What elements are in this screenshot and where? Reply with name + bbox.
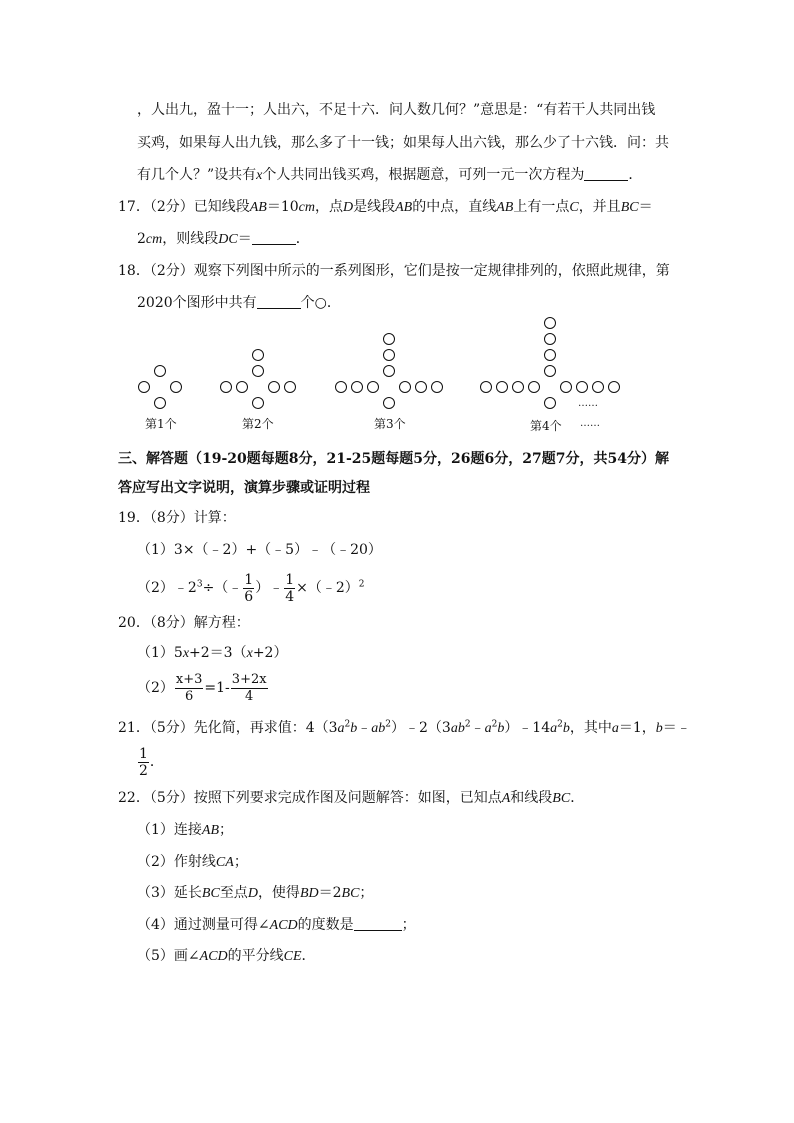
fig-label-1: 第1个 — [145, 417, 177, 431]
fig-label-4: 第4个 — [530, 419, 562, 433]
answer-blank[interactable] — [584, 166, 628, 181]
answer-blank[interactable] — [252, 230, 296, 245]
p20-head: 20．（8分）解方程： — [118, 615, 250, 631]
section-3-header-line2: 答应写出文字说明，演算步骤或证明过程 — [118, 480, 370, 496]
p20-q1: （1）5x+2＝3（x+2） — [137, 645, 288, 661]
p17-line2: 2cm，则线段DC＝ ． — [137, 231, 310, 247]
circle-pattern-figure — [0, 312, 794, 432]
answer-blank[interactable] — [257, 294, 301, 309]
p22-item4: （4）通过测量可得∠ACD的度数是 ； — [137, 917, 416, 933]
fig-ellipsis-1: …… — [578, 398, 598, 409]
section-3-header: 三、解答题（19-20题每题8分，21-25题每题5分，26题6分，27题7分，共54分）解 — [118, 451, 669, 467]
fig-label-3: 第3个 — [374, 417, 406, 431]
p16-line3: 有几个人？”设共有x个人共同出钱买鸡，根据题意，可列一元一次方程为 ． — [137, 167, 643, 183]
answer-blank[interactable] — [354, 916, 402, 931]
p18-line2: 2020个图形中共有 个○． — [137, 295, 341, 311]
p16-line1: ，人出九，盈十一；人出六，不足十六．问人数几何？”意思是：“有若干人共同出钱 — [137, 102, 656, 118]
p22-item5: （5）画∠ACD的平分线CE． — [137, 948, 316, 964]
p20-q2: （2） $\frac{x+3}{6}$ =1- $\frac{3+2x}{4}$ — [137, 671, 267, 704]
p22-item1: （1）连接AB； — [137, 822, 234, 838]
p21-line1: 21．（5分）先化简，再求值：$4(3a^2b﹣ab^2)﹣2(3ab^2﹣a^2b)﹣14a^2b$，其中a＝1，b＝﹣ — [118, 719, 691, 736]
p22-item3: （3）延长BC至点D，使得BD＝2BC； — [137, 885, 374, 901]
p21-line2: $\frac{1}{2}$ ． — [139, 745, 164, 779]
p22-head: 22．（5分）按照下列要求完成作图及问题解答：如图，已知点A和线段BC． — [118, 790, 585, 806]
p19-q1: （1）3×（﹣2）+（﹣5）﹣（﹣20） — [137, 542, 382, 558]
fig-ellipsis-2: …… — [580, 418, 600, 429]
p17-line1: 17．（2分）已知线段AB＝10cm，点D是线段AB的中点，直线AB上有一点C，并且BC＝ — [118, 199, 653, 215]
p19-q2: $(2)﹣2^3\div(﹣$ $\frac{1}{6}$ ）﹣ $\frac{1}{4}$ ×（﹣2）$^2$ — [137, 571, 365, 605]
fig-label-2: 第2个 — [242, 417, 274, 431]
p18-line1: 18．（2分）观察下列图中所示的一系列图形，它们是按一定规律排列的，依照此规律，第 — [118, 263, 670, 279]
p22-item2: （2）作射线CA； — [137, 854, 248, 870]
p19-head: 19．（8分）计算： — [118, 510, 236, 526]
p16-line2: 买鸡，如果每人出九钱，那么多了十一钱；如果每人出六钱，那么少了十六钱．问：共 — [137, 135, 669, 151]
